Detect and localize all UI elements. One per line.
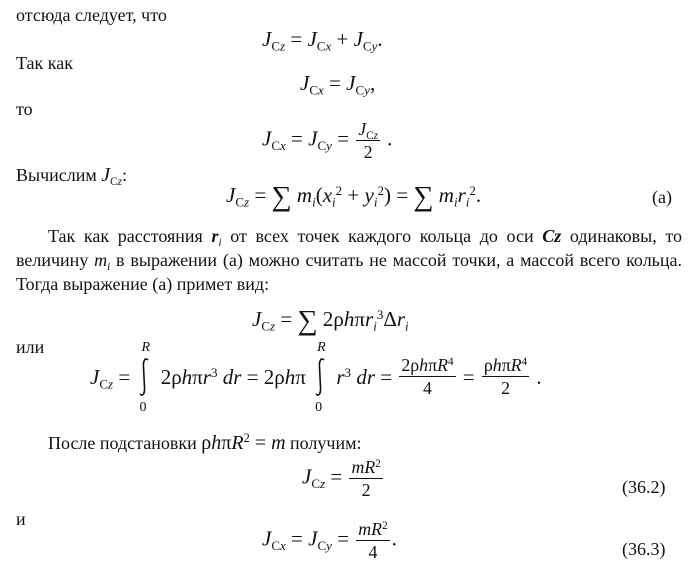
equation-tag-36-3: (36.3)	[622, 539, 666, 559]
integral-sign-1: R 0	[139, 339, 150, 415]
equation-tag-a: (а)	[652, 187, 672, 207]
equation-36-2: $J_{Cz}$ = $\frac{mR^2}{2}$	[302, 457, 381, 500]
equation-tag-36-2: (36.2)	[622, 477, 666, 497]
text-line-posle: После подстановки ρhπR$^2$ = m получим:	[48, 431, 362, 454]
integral-sign-2: R 0	[315, 339, 326, 415]
fraction-jcz-over-2: $\frac{J_{Cz}}{2}$	[358, 119, 378, 162]
fraction-rhopi-r4-over-2: $\frac{\rho h\pi R^4}{2}$	[483, 355, 528, 398]
equation-jcx-half-jcz: $J_{Cx} = J_{Cy}$ = $\frac{J_{Cz}}{2}$ .	[262, 119, 393, 162]
text-line-tak-kak: Так как	[16, 53, 73, 73]
fraction-2rhopi-r4-over-4: $\frac{2\rho h\pi R^4}{4}$	[401, 355, 454, 398]
equation-jcx-equals-jcy: $J_{Cx} = J_{Cy}$,	[300, 71, 376, 98]
text-line-to: то	[16, 99, 33, 119]
text-line-i: и	[16, 509, 26, 529]
text-line-ili: или	[16, 337, 45, 357]
equation-sum-rings: $J_{Cz}$ = ∑ $2\rho h\pi r_i^3\Delta r_i$	[252, 305, 409, 337]
text-line-vychislim: Вычислим $J_{Cz}$:	[16, 164, 127, 188]
equation-jcz-sum: $J_{Cz} = J_{Cx} + J_{Cy}$.	[262, 27, 383, 54]
fraction-mr2-over-2: $\frac{mR^2}{2}$	[351, 457, 381, 500]
text-line-otsyuda: отсюда следует, что	[16, 5, 167, 25]
fraction-mr2-over-4: $\frac{mR^2}{4}$	[358, 519, 388, 562]
equation-a-sum: $J_{Cz}$ = ∑ $m_i(x_i^2 + y_i^2)$ = ∑ $m_ir_i^2$.	[226, 181, 482, 213]
paragraph-ring-mass: Так как расстояния $r_i$ от всех точек каждого кольца до оси Cz одинаковы, то величину $m_i$ в выражении (а) можно считать не массой точки, а массой всего кольца. Тогда выражение (а) примет вид:	[16, 226, 683, 294]
equation-36-3: $J_{Cx} = J_{Cy}$ = $\frac{mR^2}{4}$ .	[262, 519, 397, 562]
equation-integral: $J_{Cz}$ = R 0 2ρhπr$^3$ dr = 2ρhπ R 0 $r^3$ dr = $\frac{2\rho h\pi R^4}{4}$ = $\frac{\rho h\pi R^4}{2}$ .	[90, 339, 542, 415]
